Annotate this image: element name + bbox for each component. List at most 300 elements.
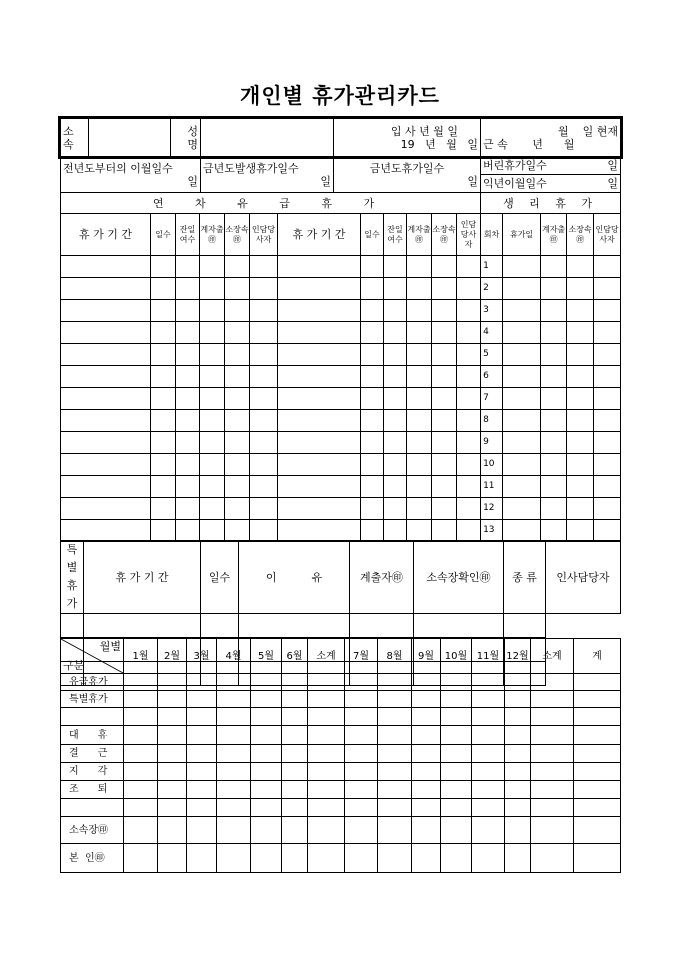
table-cell[interactable] [531,745,574,763]
table-cell[interactable] [345,708,378,726]
table-cell[interactable] [361,300,384,322]
table-cell[interactable] [200,388,225,410]
table-cell[interactable] [151,476,176,498]
table-cell[interactable] [503,278,541,300]
table-cell[interactable] [308,726,345,745]
table-cell[interactable] [457,476,481,498]
table-cell[interactable] [432,278,457,300]
table-cell[interactable] [151,322,176,344]
table-cell[interactable] [176,322,200,344]
table-cell[interactable] [61,256,151,278]
table-cell[interactable] [412,817,441,844]
table-cell[interactable] [407,476,432,498]
table-cell[interactable] [541,476,567,498]
table-cell[interactable] [61,388,151,410]
table-cell[interactable] [457,454,481,476]
table-cell[interactable] [61,614,84,638]
table-cell[interactable] [414,614,504,638]
table-cell[interactable] [503,520,541,542]
table-cell[interactable] [441,726,472,745]
table-cell[interactable] [432,520,457,542]
table-cell[interactable] [176,454,200,476]
table-cell[interactable] [217,674,251,691]
table-cell[interactable] [308,674,345,691]
table-cell[interactable] [457,388,481,410]
table-cell[interactable] [187,844,217,873]
table-cell[interactable] [594,388,621,410]
table-cell[interactable] [567,432,594,454]
table-cell[interactable] [250,300,278,322]
table-cell[interactable] [457,520,481,542]
table-cell[interactable] [472,844,505,873]
table-cell[interactable] [457,322,481,344]
table-cell[interactable] [250,410,278,432]
table-cell[interactable] [378,708,412,726]
table-cell[interactable] [84,614,201,638]
table-cell[interactable] [176,432,200,454]
table-cell[interactable] [441,781,472,799]
table-cell[interactable] [384,410,407,432]
table-cell[interactable] [201,614,239,638]
table-cell[interactable] [567,520,594,542]
table-cell[interactable] [503,410,541,432]
table-cell[interactable] [457,432,481,454]
table-cell[interactable] [176,300,200,322]
table-cell[interactable] [594,278,621,300]
table-cell[interactable] [250,344,278,366]
table-cell[interactable] [176,256,200,278]
table-cell[interactable] [567,476,594,498]
name-field[interactable] [201,119,334,157]
table-cell[interactable] [225,300,250,322]
table-cell[interactable] [158,763,187,781]
carryover-days[interactable]: 전년도부터의 이월일수 일 [61,157,201,193]
table-cell[interactable] [531,781,574,799]
table-cell[interactable] [457,498,481,520]
table-cell[interactable] [378,745,412,763]
table-cell[interactable] [176,388,200,410]
table-cell[interactable] [503,344,541,366]
table-cell[interactable] [345,691,378,708]
table-cell[interactable] [384,454,407,476]
table-cell[interactable] [151,432,176,454]
table-cell[interactable] [158,691,187,708]
table-cell[interactable] [278,366,361,388]
table-cell[interactable] [217,781,251,799]
table-cell[interactable] [503,388,541,410]
table-cell[interactable] [308,781,345,799]
table-cell[interactable] [61,344,151,366]
table-cell[interactable] [151,520,176,542]
table-cell[interactable] [457,300,481,322]
table-cell[interactable] [225,388,250,410]
table-cell[interactable] [225,520,250,542]
table-cell[interactable] [187,799,217,817]
table-cell[interactable] [432,498,457,520]
table-cell[interactable] [308,745,345,763]
table-cell[interactable] [251,726,282,745]
table-cell[interactable] [158,726,187,745]
table-cell[interactable] [407,432,432,454]
table-cell[interactable] [567,344,594,366]
table-cell[interactable] [124,745,158,763]
table-cell[interactable] [505,691,531,708]
table-cell[interactable] [457,344,481,366]
table-cell[interactable] [378,763,412,781]
table-cell[interactable] [278,476,361,498]
table-cell[interactable] [567,278,594,300]
table-cell[interactable] [361,410,384,432]
table-cell[interactable] [407,498,432,520]
table-cell[interactable] [225,432,250,454]
table-cell[interactable] [200,454,225,476]
table-cell[interactable] [278,278,361,300]
table-cell[interactable] [505,781,531,799]
table-cell[interactable] [176,520,200,542]
table-cell[interactable] [176,410,200,432]
table-cell[interactable] [345,763,378,781]
table-cell[interactable] [441,844,472,873]
table-cell[interactable] [308,763,345,781]
table-cell[interactable] [503,476,541,498]
table-cell[interactable] [282,817,308,844]
table-cell[interactable] [200,498,225,520]
table-cell[interactable] [384,476,407,498]
table-cell[interactable] [361,344,384,366]
table-cell[interactable] [412,674,441,691]
table-cell[interactable] [250,322,278,344]
table-cell[interactable] [225,454,250,476]
table-cell[interactable] [378,674,412,691]
table-cell[interactable] [594,256,621,278]
table-cell[interactable] [278,256,361,278]
table-cell[interactable] [472,763,505,781]
table-cell[interactable] [407,366,432,388]
used-days[interactable]: 금년도휴가일수 일 [334,157,481,193]
table-cell[interactable] [282,745,308,763]
table-cell[interactable] [472,745,505,763]
table-cell[interactable] [505,763,531,781]
table-cell[interactable] [457,256,481,278]
table-cell[interactable] [384,322,407,344]
table-cell[interactable] [412,781,441,799]
table-cell[interactable] [384,278,407,300]
table-cell[interactable] [441,691,472,708]
table-cell[interactable] [61,366,151,388]
table-cell[interactable] [225,278,250,300]
table-cell[interactable] [472,799,505,817]
table-cell[interactable] [61,322,151,344]
table-cell[interactable] [361,432,384,454]
table-cell[interactable] [187,745,217,763]
table-cell[interactable] [567,454,594,476]
table-cell[interactable] [158,708,187,726]
table-cell[interactable] [124,726,158,745]
table-cell[interactable] [441,708,472,726]
table-cell[interactable] [541,366,567,388]
table-cell[interactable] [151,366,176,388]
table-cell[interactable] [225,344,250,366]
table-cell[interactable] [531,708,574,726]
table-cell[interactable] [457,278,481,300]
table-cell[interactable] [200,322,225,344]
table-cell[interactable] [345,674,378,691]
table-cell[interactable] [278,322,361,344]
table-cell[interactable] [407,300,432,322]
table-cell[interactable] [574,817,621,844]
table-cell[interactable] [187,763,217,781]
table-cell[interactable] [200,256,225,278]
table-cell[interactable] [432,322,457,344]
table-cell[interactable] [251,691,282,708]
table-cell[interactable] [251,745,282,763]
table-cell[interactable] [472,817,505,844]
table-cell[interactable] [441,799,472,817]
table-cell[interactable] [412,745,441,763]
table-cell[interactable] [361,256,384,278]
table-cell[interactable] [176,476,200,498]
table-cell[interactable] [574,781,621,799]
table-cell[interactable] [531,799,574,817]
table-cell[interactable] [200,344,225,366]
table-cell[interactable] [176,344,200,366]
table-cell[interactable] [407,410,432,432]
table-cell[interactable] [574,726,621,745]
table-cell[interactable] [503,454,541,476]
table-cell[interactable] [457,366,481,388]
table-cell[interactable] [407,322,432,344]
table-cell[interactable] [384,344,407,366]
table-cell[interactable] [407,278,432,300]
table-cell[interactable] [124,781,158,799]
table-cell[interactable] [282,844,308,873]
table-cell[interactable] [282,726,308,745]
table-cell[interactable] [567,498,594,520]
table-cell[interactable] [200,410,225,432]
table-cell[interactable] [124,844,158,873]
table-cell[interactable] [282,799,308,817]
table-cell[interactable] [378,799,412,817]
table-cell[interactable] [251,817,282,844]
table-cell[interactable] [158,781,187,799]
table-cell[interactable] [531,674,574,691]
next-carry-days[interactable]: 익년이월일수 일 [481,175,621,193]
table-cell[interactable] [505,726,531,745]
table-cell[interactable] [308,708,345,726]
table-cell[interactable] [251,674,282,691]
table-cell[interactable] [187,674,217,691]
table-cell[interactable] [217,763,251,781]
table-cell[interactable] [200,432,225,454]
table-cell[interactable] [472,674,505,691]
table-cell[interactable] [308,799,345,817]
table-cell[interactable] [432,432,457,454]
table-cell[interactable] [541,498,567,520]
table-cell[interactable] [278,520,361,542]
table-cell[interactable] [345,817,378,844]
table-cell[interactable] [503,256,541,278]
table-cell[interactable] [574,691,621,708]
table-cell[interactable] [308,691,345,708]
table-cell[interactable] [250,520,278,542]
dept-field[interactable] [89,119,171,157]
table-cell[interactable] [251,781,282,799]
table-cell[interactable] [412,691,441,708]
table-cell[interactable] [412,708,441,726]
table-cell[interactable] [541,520,567,542]
table-cell[interactable] [250,432,278,454]
table-cell[interactable] [531,763,574,781]
table-cell[interactable] [432,300,457,322]
table-cell[interactable] [345,745,378,763]
table-cell[interactable] [217,844,251,873]
table-cell[interactable] [282,691,308,708]
table-cell[interactable] [441,817,472,844]
table-cell[interactable] [407,520,432,542]
table-cell[interactable] [412,844,441,873]
table-cell[interactable] [250,278,278,300]
table-cell[interactable] [250,388,278,410]
table-cell[interactable] [384,300,407,322]
table-cell[interactable] [378,817,412,844]
table-cell[interactable] [158,745,187,763]
table-cell[interactable] [361,454,384,476]
table-cell[interactable] [384,366,407,388]
table-cell[interactable] [250,366,278,388]
table-cell[interactable] [282,763,308,781]
table-cell[interactable] [531,817,574,844]
table-cell[interactable] [505,745,531,763]
table-cell[interactable] [541,388,567,410]
table-cell[interactable] [282,708,308,726]
table-cell[interactable] [361,388,384,410]
table-cell[interactable] [124,763,158,781]
table-cell[interactable] [541,410,567,432]
table-cell[interactable] [384,388,407,410]
hire-date[interactable]: 입 사 년 월 일 19 년 월 일 [334,119,481,157]
table-cell[interactable] [151,498,176,520]
table-cell[interactable] [574,844,621,873]
table-cell[interactable] [378,691,412,708]
tenure[interactable]: 월 일 현재 근 속 년 월 [481,119,621,157]
table-cell[interactable] [504,614,546,638]
table-cell[interactable] [151,278,176,300]
table-cell[interactable] [567,322,594,344]
table-cell[interactable] [151,410,176,432]
table-cell[interactable] [250,256,278,278]
table-cell[interactable] [541,256,567,278]
table-cell[interactable] [594,410,621,432]
table-cell[interactable] [225,366,250,388]
table-cell[interactable] [412,726,441,745]
table-cell[interactable] [472,726,505,745]
table-cell[interactable] [239,614,350,638]
table-cell[interactable] [531,726,574,745]
table-cell[interactable] [187,781,217,799]
table-cell[interactable] [594,344,621,366]
table-cell[interactable] [541,322,567,344]
table-cell[interactable] [250,476,278,498]
table-cell[interactable] [151,454,176,476]
table-cell[interactable] [217,691,251,708]
table-cell[interactable] [158,799,187,817]
table-cell[interactable] [225,322,250,344]
table-cell[interactable] [505,817,531,844]
table-cell[interactable] [61,454,151,476]
table-cell[interactable] [308,817,345,844]
table-cell[interactable] [503,322,541,344]
table-cell[interactable] [225,256,250,278]
table-cell[interactable] [432,344,457,366]
table-cell[interactable] [61,410,151,432]
table-cell[interactable] [503,498,541,520]
table-cell[interactable] [594,498,621,520]
table-cell[interactable] [407,256,432,278]
table-cell[interactable] [151,256,176,278]
table-cell[interactable] [384,498,407,520]
table-cell[interactable] [441,745,472,763]
table-cell[interactable] [378,726,412,745]
table-cell[interactable] [361,366,384,388]
table-cell[interactable] [124,817,158,844]
table-cell[interactable] [176,278,200,300]
table-cell[interactable] [151,344,176,366]
table-cell[interactable] [225,476,250,498]
table-cell[interactable] [457,410,481,432]
table-cell[interactable] [594,300,621,322]
table-cell[interactable] [505,799,531,817]
table-cell[interactable] [531,691,574,708]
table-cell[interactable] [594,322,621,344]
table-cell[interactable] [574,763,621,781]
table-cell[interactable] [251,708,282,726]
table-cell[interactable] [361,322,384,344]
table-cell[interactable] [176,366,200,388]
table-cell[interactable] [124,708,158,726]
table-cell[interactable] [217,726,251,745]
table-cell[interactable] [278,344,361,366]
table-cell[interactable] [61,476,151,498]
table-cell[interactable] [278,300,361,322]
table-cell[interactable] [541,344,567,366]
table-cell[interactable] [361,498,384,520]
table-cell[interactable] [503,432,541,454]
table-cell[interactable] [217,817,251,844]
table-cell[interactable] [282,781,308,799]
table-cell[interactable] [278,454,361,476]
table-cell[interactable] [378,844,412,873]
table-cell[interactable] [441,763,472,781]
table-cell[interactable] [124,674,158,691]
table-cell[interactable] [250,498,278,520]
table-cell[interactable] [61,432,151,454]
table-cell[interactable] [384,432,407,454]
table-cell[interactable] [432,388,457,410]
table-cell[interactable] [158,844,187,873]
table-cell[interactable] [124,691,158,708]
table-cell[interactable] [432,256,457,278]
table-cell[interactable] [308,844,345,873]
generated-days[interactable]: 금년도발생휴가일수 일 [201,157,334,193]
table-cell[interactable] [217,708,251,726]
table-cell[interactable] [432,454,457,476]
table-cell[interactable] [594,520,621,542]
table-cell[interactable] [432,366,457,388]
table-cell[interactable] [594,454,621,476]
table-cell[interactable] [345,726,378,745]
table-cell[interactable] [151,300,176,322]
table-cell[interactable] [432,476,457,498]
